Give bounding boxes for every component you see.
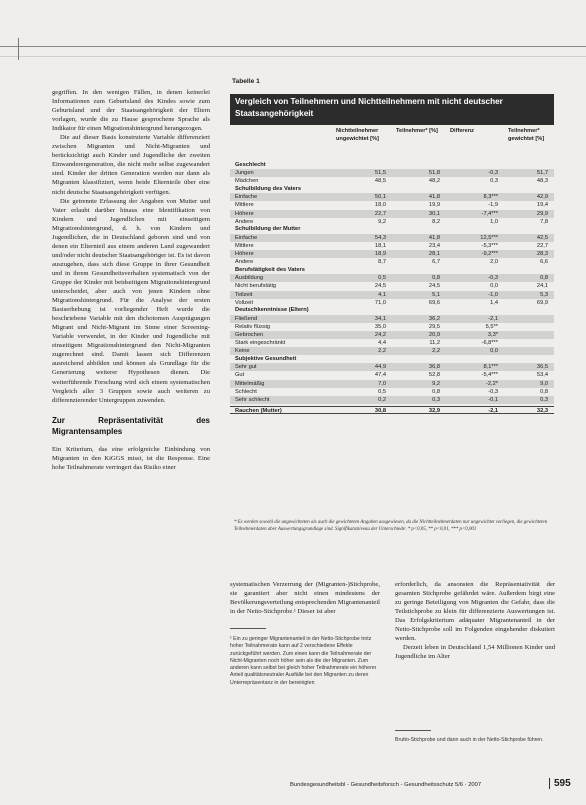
section-heading: Zur Repräsentativität des Migrantensamples bbox=[52, 415, 210, 436]
cell: -5,3*** bbox=[481, 242, 498, 249]
cell: -0,1 bbox=[488, 396, 498, 403]
row-label: Sehr schlecht bbox=[235, 396, 270, 403]
table-row bbox=[230, 201, 554, 209]
cell: 24,2 bbox=[374, 331, 386, 338]
table-section-header: Subjektive Gesundheit bbox=[235, 355, 297, 362]
table-row bbox=[230, 274, 554, 282]
paragraph: Die getrennte Erfassung der Angaben von Mutter und Vater erlaubt darüber hinaus eine Identifikation von Kindern und Jugendlichen mit einseitigem Migrationshintergrund, d. h. von Kindern und Jugendlichen, die in Deutschland geboren sind und von denen ein Elternteil aus einem anderen Land zugewandert und/oder nicht deutscher Staatsangehöriger ist. Es ist davon auszugehen, dass sich diese Gruppe in ihrer Gesundheit und in ihrem Gesundheitsverhalten systematisch von der Gruppe der Kinder mit beidseitigem Migrationshintergrund unterscheidet, aber auch von jenen Kindern ohne Migrationshintergrund. Für die Analyse der ersten Basiserhebung ist vorliegender Heft wurde die beschriebene Variable mit den dichotomen Ausprägungen Migrant und Nicht-Migrant im Sinne einer Screening-Variable verwendet, in der Kinder und Jugendliche mit einseitigem Migrationshintergrund den Nicht-Migranten zugerechnet sind. Damit lassen sich Differenzen ausreichend abbilden und können als Grundlage für die Generierung weiterer Hypothesen dienen. Die weiterführende Forschung wird sich einem systematischen Vergleich aller 3 Gruppen sowie auch weiteren zu differenzierender Untergruppen zuwenden. bbox=[52, 197, 210, 404]
cell: -0,3 bbox=[488, 275, 498, 282]
cell: 8,7 bbox=[378, 259, 386, 266]
row-label: Teilzeit bbox=[235, 291, 253, 298]
cell: 28,3 bbox=[536, 251, 548, 258]
cell: 53,4 bbox=[536, 372, 548, 379]
cell: 71,0 bbox=[374, 299, 386, 306]
table-section-header: Berufstätigkeit des Vaters bbox=[235, 266, 305, 273]
table-row bbox=[230, 282, 554, 290]
cell bbox=[498, 339, 548, 347]
row-label: Gebrochen bbox=[235, 331, 264, 338]
paragraph: gegriffen. In den wenigen Fällen, in denen keinerlei Informationen zum Geburtsland des Kindes sowie zum Geburtsland und der Staatsangehörigkeit der Eltern vorlagen, wurde die zu Hause gesprochene Sprache als Indikator für einen Migrationshintergrund herangezogen. bbox=[52, 89, 210, 133]
row-label: Fließend bbox=[235, 315, 258, 322]
cell: 30,8 bbox=[374, 407, 386, 414]
table-row bbox=[230, 315, 554, 323]
cell: 11,2 bbox=[429, 340, 440, 347]
row-label: Andere bbox=[235, 218, 254, 225]
cell: 23,4 bbox=[428, 242, 440, 249]
row-label: Stark eingeschränkt bbox=[235, 340, 286, 347]
cell: -1,0 bbox=[488, 291, 498, 298]
table-row bbox=[230, 193, 554, 201]
cell: 9,2 bbox=[432, 380, 440, 387]
cell: 51,7 bbox=[536, 170, 548, 177]
cell: 0,5 bbox=[378, 388, 386, 395]
paragraph: Ein Kriterium, das eine erfolgreiche Einbindung von Migranten in den KiGGS misst, ist die Response. Eine hohe Teilnahmerate verringert das Risiko einer bbox=[52, 445, 210, 471]
column-header: Differenz bbox=[450, 128, 474, 134]
row-label: Vollzeit bbox=[235, 299, 254, 306]
footnote-rule bbox=[230, 628, 266, 629]
cell: 24,5 bbox=[374, 283, 386, 290]
cell: 0,0 bbox=[490, 283, 498, 290]
table-row bbox=[230, 380, 554, 388]
cell: 4,4 bbox=[378, 340, 386, 347]
paragraph: Die auf dieser Basis konstruierte Variable differenziert zwischen Migranten und Nicht-Migranten und berücksichtigt auch Kinder und Jugendliche der zweiten Einwanderergeneration, die nicht mehr selbst zugewandert sind. Kinder der dritten Generation werden nur dann als Migranten klassifiziert, wenn beide Elternteile über eine nicht deutsche Staatsangehörigkeit verfügen. bbox=[52, 134, 210, 196]
cell: 0,2 bbox=[378, 396, 386, 403]
row-label: Einfache bbox=[235, 194, 258, 201]
paragraph: systematischen Verzerrung der (Migranten-)Stichprobe, sie garantiert aber nicht einen mindestens der Bevölkerungsverteilung entsprechenden Migrantenanteil in der Netto-Stichprobe.¹ Dieser ist aber bbox=[230, 581, 380, 616]
cell: -1,9 bbox=[488, 202, 498, 209]
cell: 1,4 bbox=[490, 299, 498, 306]
table-row bbox=[230, 299, 554, 307]
cell bbox=[498, 323, 548, 331]
cell: 42,9 bbox=[536, 194, 548, 201]
cell: 2,0 bbox=[490, 259, 498, 266]
row-label: Nicht berufstätig bbox=[235, 283, 277, 290]
cell: -2,2* bbox=[485, 380, 498, 387]
cell: 18,9 bbox=[374, 251, 386, 258]
cell: 36,8 bbox=[428, 364, 440, 371]
row-label: Rauchen (Mutter) bbox=[235, 407, 282, 414]
footnote: Brutto-Stichprobe und dann auch in der Netto-Stichprobe führen. bbox=[395, 737, 544, 743]
cell: 35,0 bbox=[374, 323, 386, 330]
cell: 12,5*** bbox=[480, 234, 498, 241]
cell: 52,8 bbox=[428, 372, 440, 379]
cell: 0,3 bbox=[540, 396, 548, 403]
crop-mark bbox=[18, 38, 19, 60]
cell: 34,1 bbox=[374, 315, 386, 322]
row-label: Höhere bbox=[235, 210, 254, 217]
cell: -6,8*** bbox=[481, 340, 498, 347]
cell: 24,5 bbox=[428, 283, 440, 290]
row-label: Mittelmäßig bbox=[235, 380, 265, 387]
cell: 29,9 bbox=[536, 210, 548, 217]
cell: 29,5 bbox=[428, 323, 440, 330]
cell: 48,2 bbox=[428, 178, 440, 185]
middle-text-column bbox=[230, 580, 380, 616]
footnote: ¹ Ein zu geringer Migrantenanteil in der Netto-Stichprobe trotz hoher Teilnahmerate kann auf 2 verschiedene Effekte zurückgeführt werden. Zum einen kann die Teilnahmerate der Nicht-Migranten noch höher sein als die der Migranten. Zum anderen kann selbst bei gleich hoher Teilnahmerate ein höherer Anteil qualitätsneutraler Ausfälle bei den Migranten zu deren Unterrepräsentanz in der bereinigten bbox=[230, 636, 377, 686]
cell: 22,7 bbox=[374, 210, 386, 217]
cell: 3,3* bbox=[487, 331, 498, 338]
table-row bbox=[230, 218, 554, 226]
cell: 48,3 bbox=[536, 178, 548, 185]
table-row bbox=[230, 363, 554, 371]
cell: 41,8 bbox=[428, 194, 440, 201]
cell: 0,3 bbox=[490, 178, 498, 185]
table-section-header: Schulbildung des Vaters bbox=[235, 185, 302, 192]
row-label: Relativ flüssig bbox=[235, 323, 271, 330]
cell: 42,5 bbox=[536, 234, 548, 241]
cell: 32,3 bbox=[536, 407, 548, 414]
table-row bbox=[230, 242, 554, 250]
row-label: Andere bbox=[235, 259, 254, 266]
table-section-header: Geschlecht bbox=[235, 161, 266, 168]
cell: 4,1 bbox=[378, 291, 386, 298]
row-label: Mittlere bbox=[235, 242, 254, 249]
cell: 19,9 bbox=[428, 202, 440, 209]
table-section-header: Deutschkenntnisse (Eltern) bbox=[235, 307, 309, 314]
right-text-column bbox=[395, 580, 555, 661]
table-row bbox=[230, 331, 554, 339]
table-row bbox=[230, 388, 554, 396]
cell: 36,2 bbox=[428, 315, 440, 322]
cell: 28,1 bbox=[428, 251, 440, 258]
cell: -2,1 bbox=[488, 407, 498, 414]
row-label: Keine bbox=[235, 348, 250, 355]
table-row bbox=[230, 250, 554, 258]
cell: 0,8 bbox=[540, 388, 548, 395]
cell: 41,8 bbox=[428, 234, 440, 241]
row-label: Gut bbox=[235, 372, 245, 379]
cell: 54,3 bbox=[374, 234, 386, 241]
column-header-empty bbox=[230, 128, 334, 161]
column-header: Nichtteilnehmer ungewichtet [%] bbox=[336, 128, 379, 142]
row-label: Sehr gut bbox=[235, 364, 257, 371]
cell: 0,3 bbox=[432, 396, 440, 403]
table-rows bbox=[230, 162, 554, 404]
cell: 1,0 bbox=[490, 218, 498, 225]
table-row bbox=[230, 234, 554, 242]
cell: 8,1*** bbox=[483, 364, 498, 371]
table-row bbox=[230, 396, 554, 404]
cell: -2,1 bbox=[488, 315, 498, 322]
header-rule-secondary bbox=[0, 56, 586, 57]
cell: 6,7 bbox=[432, 259, 440, 266]
cell: -7,4*** bbox=[481, 210, 498, 217]
cell bbox=[498, 331, 548, 339]
table-title: Vergleich von Teilnehmern und Nichtteilnehmern mit nicht deutscher Staatsangehörigkeit bbox=[230, 94, 554, 125]
cell: 44,9 bbox=[374, 364, 386, 371]
table-label: Tabelle 1 bbox=[232, 78, 260, 85]
cell: 2,2 bbox=[432, 348, 440, 355]
cell: 5,3 bbox=[540, 291, 548, 298]
footnote-rule bbox=[395, 730, 431, 731]
cell: 18,0 bbox=[374, 202, 386, 209]
table-footer-row bbox=[230, 406, 554, 414]
cell: 7,0 bbox=[378, 380, 386, 387]
cell: 51,8 bbox=[428, 170, 440, 177]
cell: 8,2 bbox=[432, 218, 440, 225]
data-table bbox=[230, 125, 554, 414]
paragraph: Derzeit leben in Deutschland 1,54 Millionen Kinder und Jugendliche im Alter bbox=[395, 644, 555, 661]
table-row bbox=[230, 291, 554, 299]
cell: -0,3 bbox=[488, 170, 498, 177]
cell bbox=[498, 347, 548, 355]
cell: 48,5 bbox=[374, 178, 386, 185]
cell: 6,6 bbox=[540, 259, 548, 266]
table-row bbox=[230, 371, 554, 379]
cell: 69,9 bbox=[536, 299, 548, 306]
cell: 20,9 bbox=[428, 331, 440, 338]
cell: 0,8 bbox=[540, 275, 548, 282]
row-label: Jungen bbox=[235, 170, 254, 177]
cell: 9,0 bbox=[540, 380, 548, 387]
journal-footer: Bundesgesundheitsbl - Gesundheitsforsch - Gesundheitsschutz 5/6 · 2007 bbox=[290, 782, 482, 788]
cell: 32,9 bbox=[428, 407, 440, 414]
page-number: 595 bbox=[549, 778, 571, 789]
row-label: Mädchen bbox=[235, 178, 259, 185]
table-section-header: Schulbildung der Mutter bbox=[235, 226, 301, 233]
cell: 9,2 bbox=[378, 218, 386, 225]
cell: 69,6 bbox=[428, 299, 440, 306]
row-label: Schlecht bbox=[235, 388, 257, 395]
cell: 0,8 bbox=[432, 275, 440, 282]
column-header: Teilnehmer* gewichtet [%] bbox=[508, 128, 545, 142]
cell: 2,2 bbox=[378, 348, 386, 355]
row-label: Ausbildung bbox=[235, 275, 264, 282]
table-row bbox=[230, 258, 554, 266]
cell: 30,1 bbox=[428, 210, 440, 217]
table-row bbox=[230, 347, 554, 355]
row-label: Einfache bbox=[235, 234, 258, 241]
cell: 22,7 bbox=[536, 242, 548, 249]
header-rule bbox=[0, 46, 586, 47]
cell: 50,1 bbox=[374, 194, 386, 201]
cell: 19,4 bbox=[536, 202, 548, 209]
cell: 7,8 bbox=[540, 218, 548, 225]
table-row bbox=[230, 210, 554, 218]
table-row bbox=[230, 177, 554, 185]
cell bbox=[498, 315, 548, 323]
cell: 0,0 bbox=[490, 348, 498, 355]
table-row bbox=[230, 339, 554, 347]
column-header: Teilnehmer* [%] bbox=[396, 128, 438, 134]
cell: 5,1 bbox=[432, 291, 440, 298]
left-text-column bbox=[52, 88, 210, 472]
cell: -5,4*** bbox=[481, 372, 498, 379]
cell: 36,5 bbox=[536, 364, 548, 371]
cell: 47,4 bbox=[374, 372, 386, 379]
table-note: * Es werden sowohl die ungewichteten als auch die gewichteten Angaben ausgewiesen, da die Nichtteilnehmerdaten nur ungewichtet vorliegen, die gewichteten Teilnehmerdaten aber Auswertungsgrundlage sind. Signifikanzniveau der Unterschiede: * p<0,05, ** p<0,01, *** p<0,001 bbox=[234, 520, 548, 532]
paragraph: erforderlich, da ansonsten die Repräsentativität der gesamten Stichprobe gefährdet wäre. Außerdem birgt eine zu geringe Beteiligung von Migranten die Gefahr, dass die Teilstichprobe zu klein für differenzierte Auswertungen ist. Das Erfolgskriterium adäquater Migrantenanteil in der Netto-Stichprobe soll im Folgenden eingehender diskutiert werden. bbox=[395, 581, 555, 643]
table-row bbox=[230, 169, 554, 177]
cell: -9,2*** bbox=[481, 251, 498, 258]
cell: 0,5 bbox=[378, 275, 386, 282]
table-column-headers bbox=[230, 125, 554, 161]
cell: 51,5 bbox=[374, 170, 386, 177]
table-row bbox=[230, 323, 554, 331]
cell: 18,1 bbox=[374, 242, 386, 249]
cell: 5,5** bbox=[485, 323, 498, 330]
row-label: Mittlere bbox=[235, 202, 254, 209]
cell: 8,3*** bbox=[483, 194, 498, 201]
cell: 24,1 bbox=[536, 283, 548, 290]
cell: 0,8 bbox=[432, 388, 440, 395]
row-label: Höhere bbox=[235, 251, 254, 258]
cell: -0,3 bbox=[488, 388, 498, 395]
